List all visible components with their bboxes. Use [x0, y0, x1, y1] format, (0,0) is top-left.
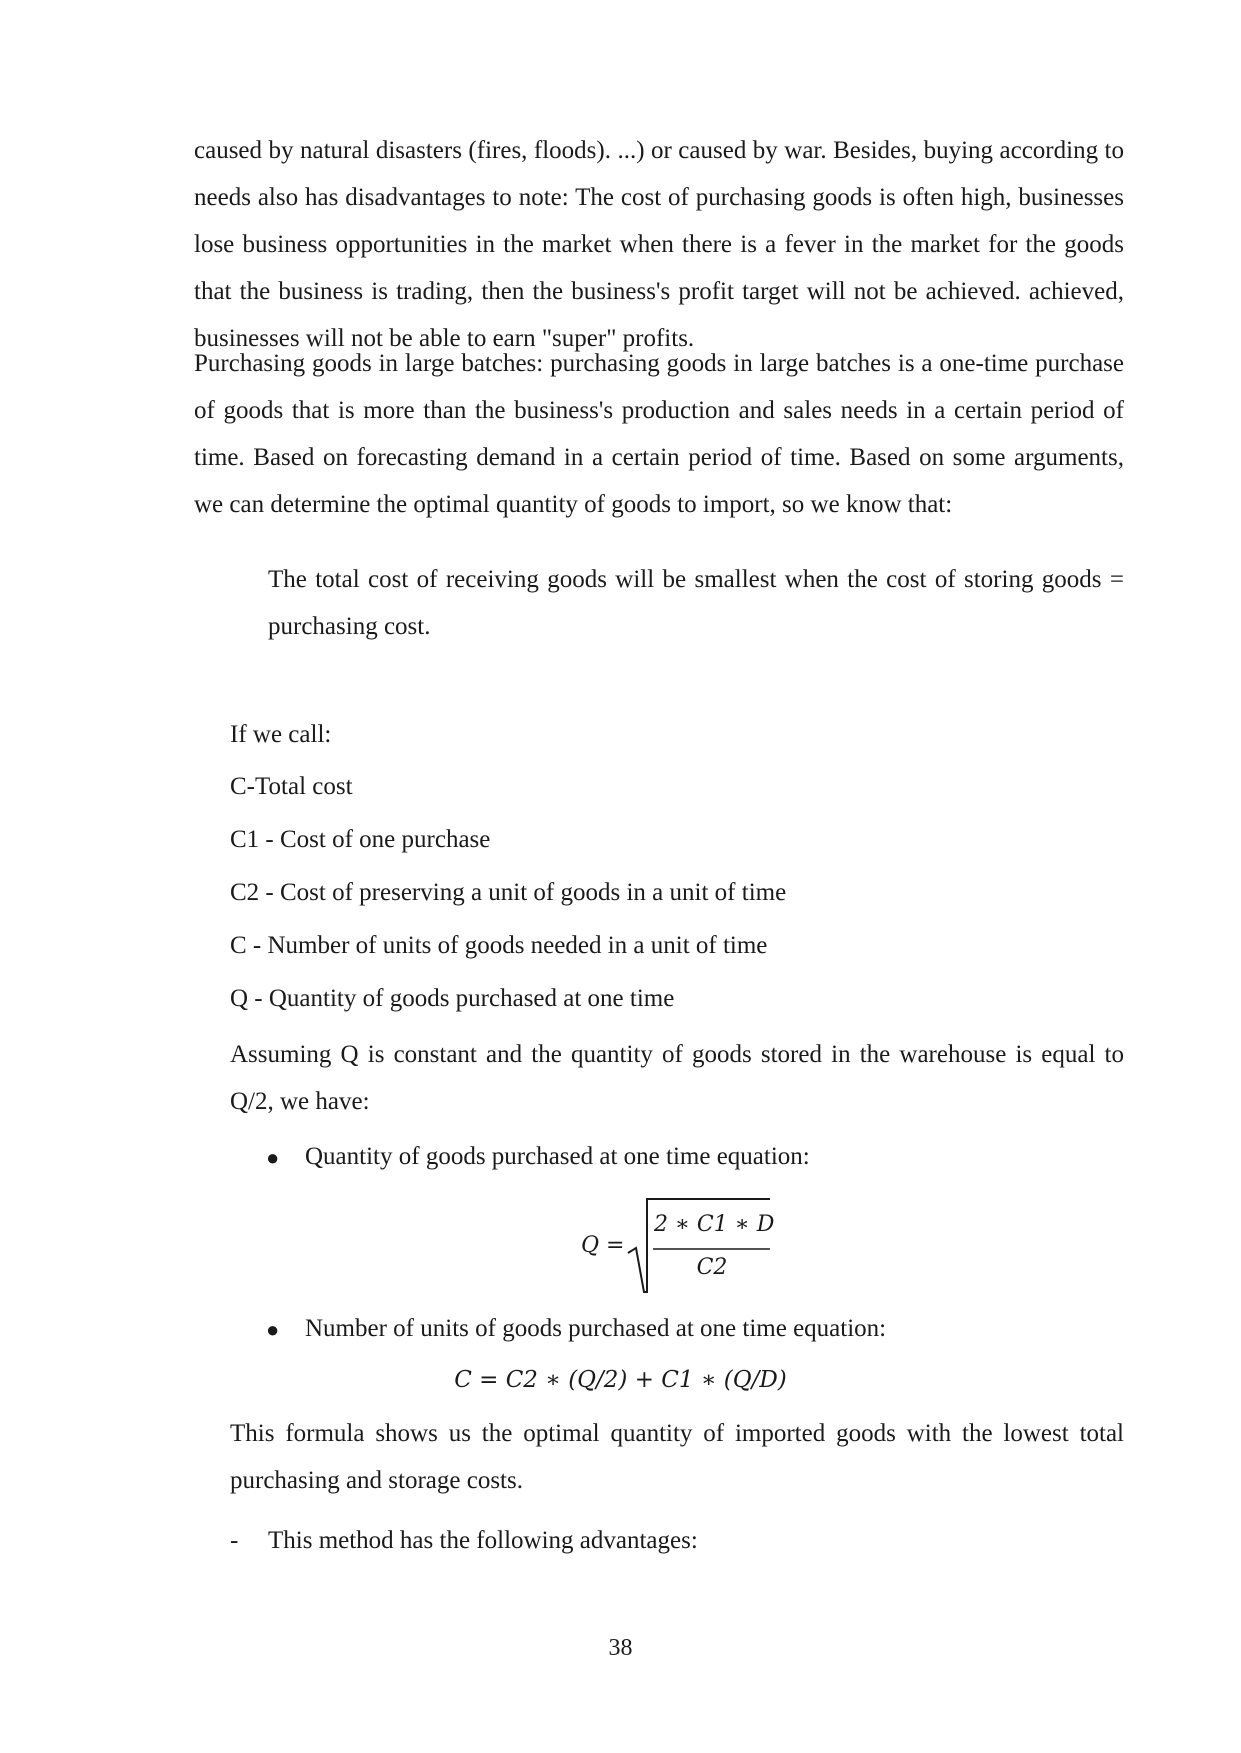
formula-q [575, 1195, 775, 1297]
bullet-units-equation: Number of units of goods purchased at one time equation: [305, 1315, 887, 1342]
formula-q-lhs: Q = [581, 1233, 625, 1258]
paragraph-assuming: Assuming Q is constant and the quantity of goods stored in the warehouse is equal to Q/2, we have: [230, 1041, 1124, 1115]
formula-c: C = C2 ∗ (Q/2) + C1 ∗ (Q/D) [454, 1367, 787, 1393]
definition-item: Q - Quantity of goods purchased at one time [230, 985, 675, 1012]
if-we-call-label: If we call: [230, 721, 332, 748]
definition-item: C - Number of units of goods needed in a unit of time [230, 932, 768, 959]
bullet-icon: ● [266, 1145, 280, 1170]
paragraph-buying-disadvantages: caused by natural disasters (fires, floods). ...) or caused by war. Besides, buying according to needs also has disadvantages to note: The cost of purchasing goods is often high, businesses lose business opportunities in the market when there is a fever in the market for the goods that the business is trading, then the business's profit target will not be achieved. achieved, businesses will not be able to earn "super" profits. [194, 137, 1124, 352]
definition-item: C1 - Cost of one purchase [230, 826, 491, 853]
definition-item: C2 - Cost of preserving a unit of goods in a unit of time [230, 879, 787, 906]
definition-item: C-Total cost [230, 773, 353, 800]
bullet-quantity-equation: Quantity of goods purchased at one time equation: [305, 1143, 810, 1170]
square-root-sign-icon [575, 1195, 775, 1297]
formula-q-numerator: 2 ∗ C1 ∗ D [654, 1212, 775, 1237]
page-number: 38 [608, 1635, 633, 1661]
formula-q-denominator: C2 [696, 1255, 728, 1280]
advantages-heading: This method has the following advantages: [268, 1527, 698, 1554]
paragraph-total-cost-rule: The total cost of receiving goods will be smallest when the cost of storing goods = purchasing cost. [268, 566, 1124, 640]
paragraph-formula-shows: This formula shows us the optimal quantity of imported goods with the lowest total purchasing and storage costs. [230, 1420, 1124, 1494]
dash-marker: - [230, 1527, 239, 1554]
paragraph-large-batches: Purchasing goods in large batches: purchasing goods in large batches is a one-time purchase of goods that is more than the business's production and sales needs in a certain period of time. Based on forecasting demand in a certain period of time. Based on some arguments, we can determine the optimal quantity of goods to import, so we know that: [194, 350, 1124, 518]
bullet-icon: ● [266, 1317, 280, 1342]
